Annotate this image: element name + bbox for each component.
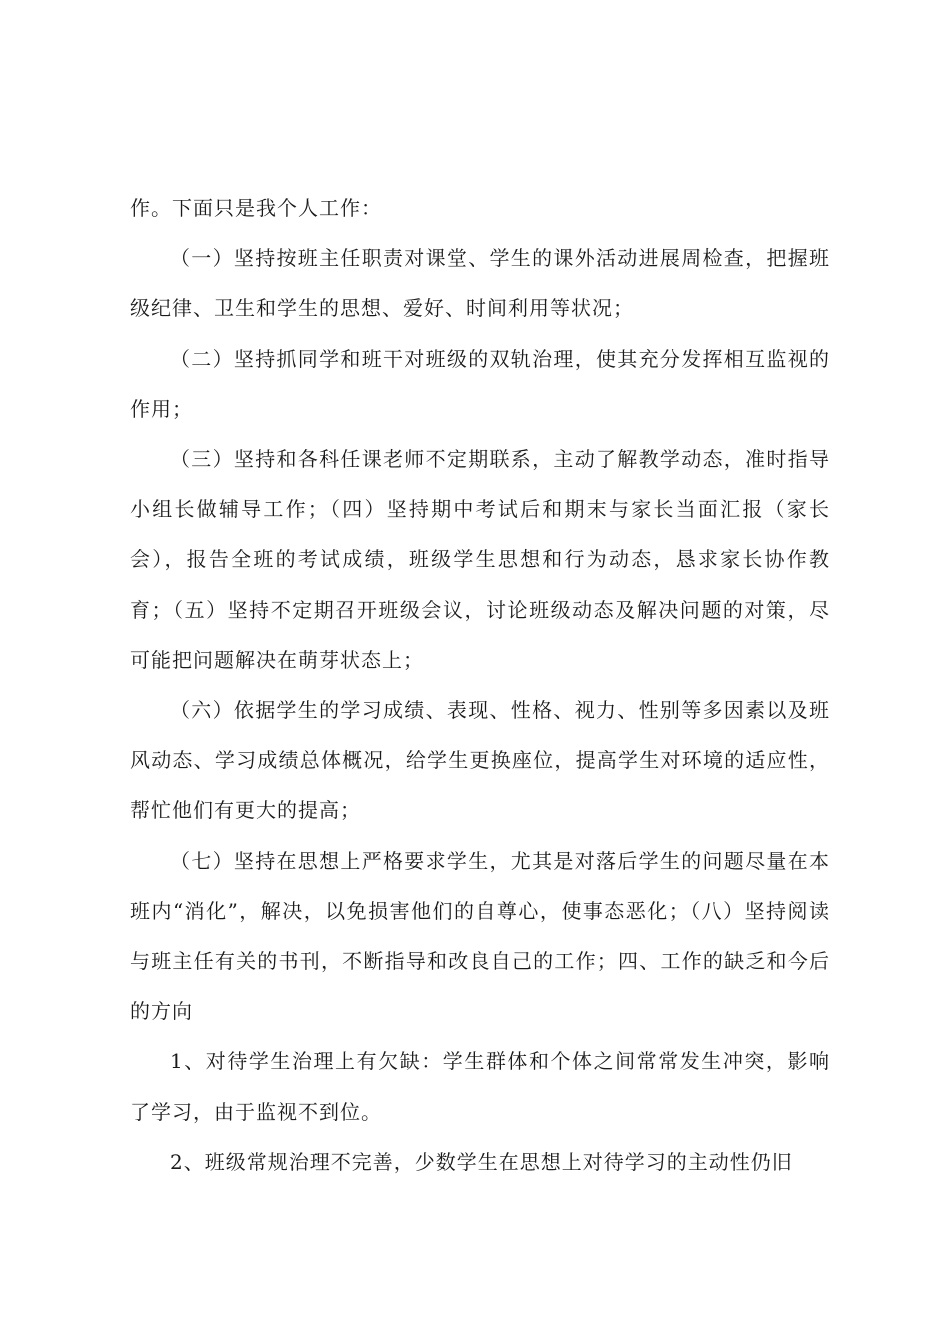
paragraph-item-1: （一）坚持按班主任职责对课堂、学生的课外活动进展周检查，把握班级纪律、卫生和学生的思想、爱好、时间利用等状况； <box>130 246 830 321</box>
document-body <box>130 183 830 1187</box>
paragraph-continuation: 作。下面只是我个人工作： <box>130 196 382 220</box>
paragraph-item-7-8: （七）坚持在思想上严格要求学生，尤其是对落后学生的问题尽量在本班内“消化”，解决，以免损害他们的自尊心，使事态恶化；（八）坚持阅读与班主任有关的书刊，不断指导和改良自己的工作；四、工作的缺乏和今后的方向 <box>130 848 830 1024</box>
paragraph-shortcoming-1: 1、对待学生治理上有欠缺：学生群体和个体之间常常发生冲突，影响了学习，由于监视不到位。 <box>130 1049 830 1124</box>
paragraph-item-2: （二）坚持抓同学和班干对班级的双轨治理，使其充分发挥相互监视的作用； <box>130 346 830 421</box>
paragraph-item-6: （六）依据学生的学习成绩、表现、性格、视力、性别等多因素以及班风动态、学习成绩总体概况，给学生更换座位，提高学生对环境的适应性，帮忙他们有更大的提高； <box>130 698 830 823</box>
paragraph-item-3-5: （三）坚持和各科任课老师不定期联系，主动了解教学动态，准时指导小组长做辅导工作；（四）坚持期中考试后和期末与家长当面汇报（家长会），报告全班的考试成绩，班级学生思想和行为动态，恳求家长协作教育；（五）坚持不定期召开班级会议，讨论班级动态及解决问题的对策，尽可能把问题解决在萌芽状态上； <box>130 447 830 672</box>
paragraph-shortcoming-2: 2、班级常规治理不完善，少数学生在思想上对待学习的主动性仍旧 <box>170 1149 793 1174</box>
